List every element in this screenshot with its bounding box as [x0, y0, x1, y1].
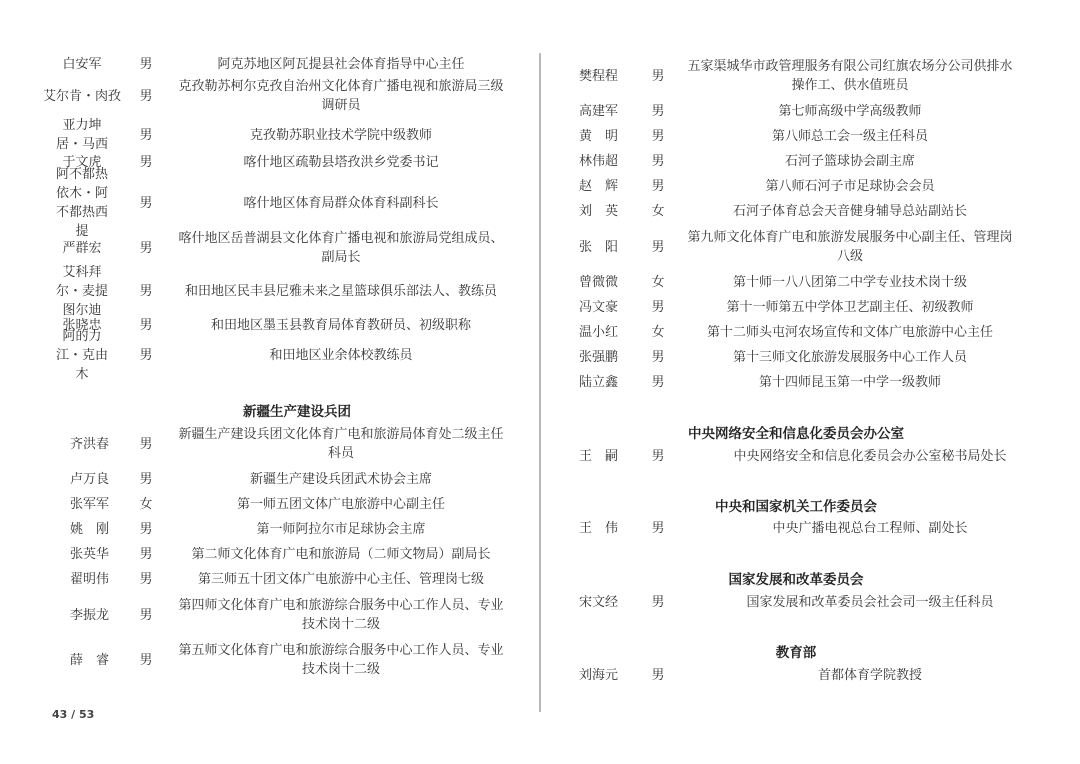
person-sex: 女	[651, 324, 665, 340]
person-sex: 男	[139, 607, 153, 623]
table-row	[561, 272, 1015, 292]
person-title: 和田地区民丰县尼雅未来之星篮球俱乐部法人、教练员	[184, 283, 497, 299]
section-heading: 新疆生产建设兵团	[243, 404, 351, 420]
person-name: 艾尔肯・肉孜	[42, 88, 121, 104]
person-sex: 男	[651, 299, 665, 315]
person-name: 姚 刚	[70, 521, 110, 537]
person-name: 宋文经	[579, 594, 619, 610]
table-row	[50, 544, 504, 564]
person-name: 齐洪春	[70, 436, 110, 452]
person-title: 第十二师头屯河农场宣传和文体广电旅游中心主任	[706, 324, 993, 340]
person-name: 刘 英	[579, 203, 619, 219]
person-title: 第十师一八八团第二中学专业技术岗十级	[732, 274, 967, 290]
table-row	[50, 167, 504, 239]
person-title: 第三师五十团文体广电旅游中心主任、管理岗七级	[197, 571, 484, 587]
person-title: 第一师五团文体广电旅游中心副主任	[236, 496, 445, 512]
table-row	[50, 595, 504, 635]
person-name: 陆立鑫	[579, 374, 619, 390]
person-name: 于文虎	[62, 154, 102, 170]
person-title: 新疆生产建设兵团文化体育广电和旅游局体育处二级主任科员	[178, 427, 504, 461]
person-title: 中央广播电视总台工程师、副处长	[772, 520, 968, 536]
table-row	[561, 126, 1015, 146]
person-title: 第十一师第五中学体卫艺副主任、初级教师	[726, 299, 974, 315]
person-sex: 男	[139, 88, 153, 104]
table-row	[561, 101, 1015, 121]
column-divider	[539, 53, 541, 712]
person-title: 新疆生产建设兵团武术协会主席	[249, 471, 432, 487]
table-row	[50, 469, 504, 489]
person-sex: 男	[651, 128, 665, 144]
person-sex: 男	[651, 448, 665, 464]
table-row	[50, 229, 504, 267]
person-sex: 男	[651, 178, 665, 194]
table-row	[50, 424, 504, 464]
person-sex: 男	[651, 239, 665, 255]
person-title: 石河子篮球协会副主席	[784, 153, 915, 169]
person-sex: 男	[139, 56, 153, 72]
person-name: 严群宏	[62, 240, 102, 256]
person-name: 李振龙	[70, 607, 110, 623]
table-row	[50, 328, 504, 382]
person-title: 第九师文化体育广电和旅游发展服务中心副主任、管理岗八级	[687, 230, 1013, 264]
person-name: 温小红	[579, 324, 619, 340]
person-name: 薛 睿	[70, 652, 110, 668]
person-title: 国家发展和改革委员会社会司一级主任科员	[746, 594, 994, 610]
person-name: 曾微微	[579, 274, 619, 290]
table-row	[561, 665, 1015, 685]
person-name: 刘海元	[579, 667, 619, 683]
person-name: 赵 辉	[579, 178, 619, 194]
person-name: 高建军	[579, 103, 619, 119]
person-name: 艾科拜尔・麦提图尔迪	[55, 264, 108, 318]
person-title: 克孜勒苏柯尔克孜自治州文化体育广播电视和旅游局三级调研员	[178, 79, 504, 113]
person-title: 喀什地区疏勒县塔孜洪乡党委书记	[243, 154, 439, 170]
table-row	[50, 494, 504, 514]
table-row	[50, 519, 504, 539]
person-sex: 男	[139, 571, 153, 587]
person-title: 克孜勒苏职业技术学院中级教师	[249, 127, 432, 143]
table-row	[561, 446, 1015, 466]
table-row	[561, 297, 1015, 317]
person-name: 亚力坤居・马西	[55, 118, 108, 152]
person-sex: 男	[139, 195, 153, 211]
table-row	[561, 518, 1015, 538]
table-row	[50, 54, 504, 74]
person-name: 翟明伟	[70, 571, 110, 587]
person-sex: 女	[139, 496, 153, 512]
person-sex: 男	[651, 103, 665, 119]
person-title: 五家渠城华市政管理服务有限公司红旗农场分公司供排水操作工、供水值班员	[687, 59, 1013, 93]
person-name: 王 伟	[579, 520, 619, 536]
person-title: 第八师石河子市足球协会会员	[765, 178, 935, 194]
person-title: 和田地区业余体校教练员	[269, 347, 413, 363]
person-sex: 男	[139, 652, 153, 668]
table-row	[50, 116, 504, 154]
table-row	[561, 176, 1015, 196]
table-row	[50, 569, 504, 589]
person-title: 喀什地区体育局群众体育科副科长	[243, 195, 439, 211]
table-row	[561, 592, 1015, 612]
table-row	[561, 372, 1015, 392]
person-title: 第四师文化体育广电和旅游综合服务中心工作人员、专业技术岗十二级	[178, 598, 504, 632]
person-name: 阿不都热依木・阿不都热西提	[55, 167, 108, 239]
person-sex: 男	[651, 520, 665, 536]
person-name: 黄 明	[579, 128, 619, 144]
person-title: 喀什地区岳普湖县文化体育广播电视和旅游局党组成员、副局长	[178, 231, 504, 265]
table-row	[561, 56, 1015, 96]
person-title: 第十三师文化旅游发展服务中心工作人员	[732, 349, 967, 365]
person-name: 樊程程	[579, 68, 619, 84]
person-title: 第七师高级中学高级教师	[778, 103, 922, 119]
person-name: 林伟超	[579, 153, 619, 169]
person-name: 张英华	[70, 546, 110, 562]
person-title: 第八师总工会一级主任科员	[771, 128, 928, 144]
person-title: 第一师阿拉尔市足球协会主席	[256, 521, 426, 537]
table-row	[42, 77, 504, 115]
table-row	[50, 640, 504, 680]
person-title: 中央网络安全和信息化委员会办公室秘书局处长	[733, 448, 1007, 464]
person-sex: 男	[139, 317, 153, 333]
person-sex: 男	[651, 68, 665, 84]
person-title: 第十四师昆玉第一中学一级教师	[758, 374, 941, 390]
person-sex: 男	[139, 471, 153, 487]
person-sex: 男	[139, 154, 153, 170]
person-name: 冯文豪	[579, 299, 619, 315]
person-name: 白安军	[62, 56, 102, 72]
person-sex: 男	[139, 546, 153, 562]
person-title: 和田地区墨玉县教育局体育教研员、初级职称	[210, 317, 471, 333]
table-row	[561, 347, 1015, 367]
person-name: 张晓忠	[62, 317, 102, 333]
table-row	[50, 264, 504, 318]
section-heading: 国家发展和改革委员会	[728, 572, 864, 588]
table-row	[561, 201, 1015, 221]
table-row	[561, 151, 1015, 171]
person-name: 张强鹏	[579, 349, 619, 365]
person-name: 卢万良	[70, 471, 110, 487]
person-name: 王 嗣	[579, 448, 619, 464]
person-name: 张军军	[70, 496, 110, 512]
person-sex: 女	[651, 274, 665, 290]
person-title: 阿克苏地区阿瓦提县社会体育指导中心主任	[217, 56, 465, 72]
person-name: 阿的力江・克由木	[55, 328, 108, 382]
person-sex: 男	[139, 127, 153, 143]
section-heading: 中央网络安全和信息化委员会办公室	[688, 426, 904, 442]
page-number: 43 / 53	[52, 708, 95, 721]
person-sex: 男	[139, 283, 153, 299]
person-sex: 男	[651, 349, 665, 365]
person-title: 石河子体育总会天音健身辅导总站副站长	[732, 203, 967, 219]
table-row	[561, 227, 1015, 267]
person-sex: 男	[139, 347, 153, 363]
table-row	[50, 152, 504, 172]
person-title: 首都体育学院教授	[817, 667, 922, 683]
person-sex: 男	[139, 240, 153, 256]
person-sex: 男	[139, 521, 153, 537]
section-heading: 中央和国家机关工作委员会	[715, 499, 877, 515]
person-sex: 男	[651, 153, 665, 169]
table-row	[561, 322, 1015, 342]
table-row	[50, 315, 504, 335]
person-sex: 男	[651, 667, 665, 683]
section-heading: 教育部	[775, 645, 817, 661]
person-title: 第五师文化体育广电和旅游综合服务中心工作人员、专业技术岗十二级	[178, 643, 504, 677]
person-sex: 男	[139, 436, 153, 452]
person-title: 第二师文化体育广电和旅游局（二师文物局）副局长	[191, 546, 491, 562]
person-sex: 女	[651, 203, 665, 219]
person-name: 张 阳	[579, 239, 619, 255]
person-sex: 男	[651, 594, 665, 610]
person-sex: 男	[651, 374, 665, 390]
